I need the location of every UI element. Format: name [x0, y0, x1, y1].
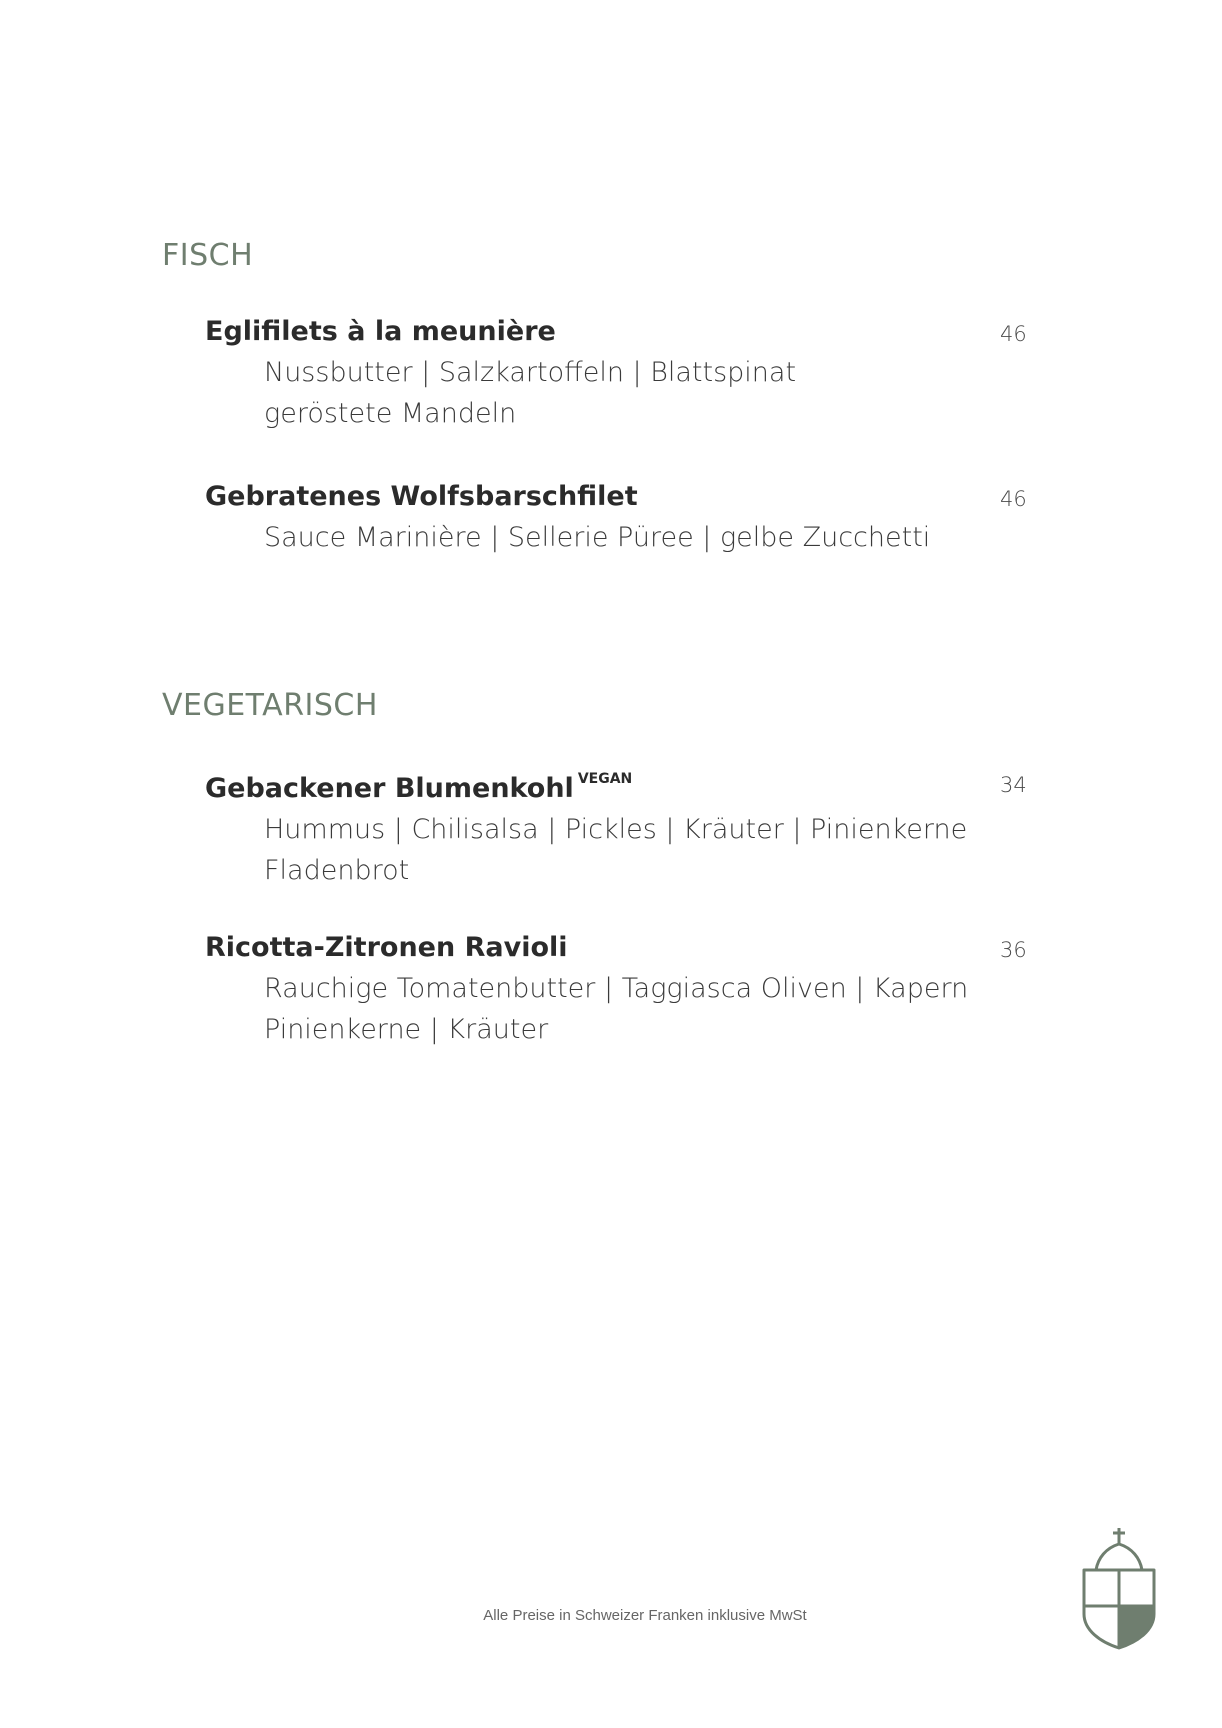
item-name: Gebackener Blumenkohl $^{VEGAN}$	[205, 771, 633, 804]
item-name: Ricotta-Zitronen Ravioli	[205, 932, 568, 963]
item-description	[264, 809, 1025, 891]
item-price: 46	[1000, 487, 1027, 511]
item-name: Eglifilets à la meunière	[205, 316, 556, 347]
item-description-line: Hummus | Chilisalsa | Pickles | Kräuter | Pinienkerne	[264, 814, 968, 845]
item-description-line: Sauce Marinière | Sellerie Püree | gelbe Zucchetti	[264, 522, 931, 553]
menu-item	[205, 928, 1025, 1050]
vegan-tag: VEGAN	[577, 771, 633, 787]
menu-item	[205, 477, 1025, 558]
menu-item	[205, 312, 1025, 434]
item-description-line: Nussbutter | Salzkartoffeln | Blattspinat	[264, 357, 797, 388]
shield-cross-icon	[1076, 1526, 1162, 1650]
menu-item	[205, 763, 1025, 891]
price-footnote: Alle Preise in Schweizer Franken inklusive MwSt	[483, 1607, 807, 1624]
item-description-line: geröstete Mandeln	[264, 398, 517, 429]
item-name: Gebratenes Wolfsbarschfilet	[205, 481, 638, 512]
item-price: 34	[1000, 773, 1027, 797]
section-title-fisch: FISCH	[162, 238, 254, 273]
item-description-line: Pinienkerne | Kräuter	[264, 1014, 549, 1045]
item-price: 46	[1000, 322, 1027, 346]
section-title-vegetarisch: VEGETARISCH	[162, 688, 378, 723]
item-description-line: Rauchige Tomatenbutter | Taggiasca Oliven | Kapern	[264, 973, 969, 1004]
item-description	[264, 352, 1025, 434]
item-description	[264, 968, 1025, 1050]
item-price: 36	[1000, 938, 1027, 962]
item-description-line: Fladenbrot	[264, 855, 410, 886]
item-description	[264, 517, 1025, 558]
